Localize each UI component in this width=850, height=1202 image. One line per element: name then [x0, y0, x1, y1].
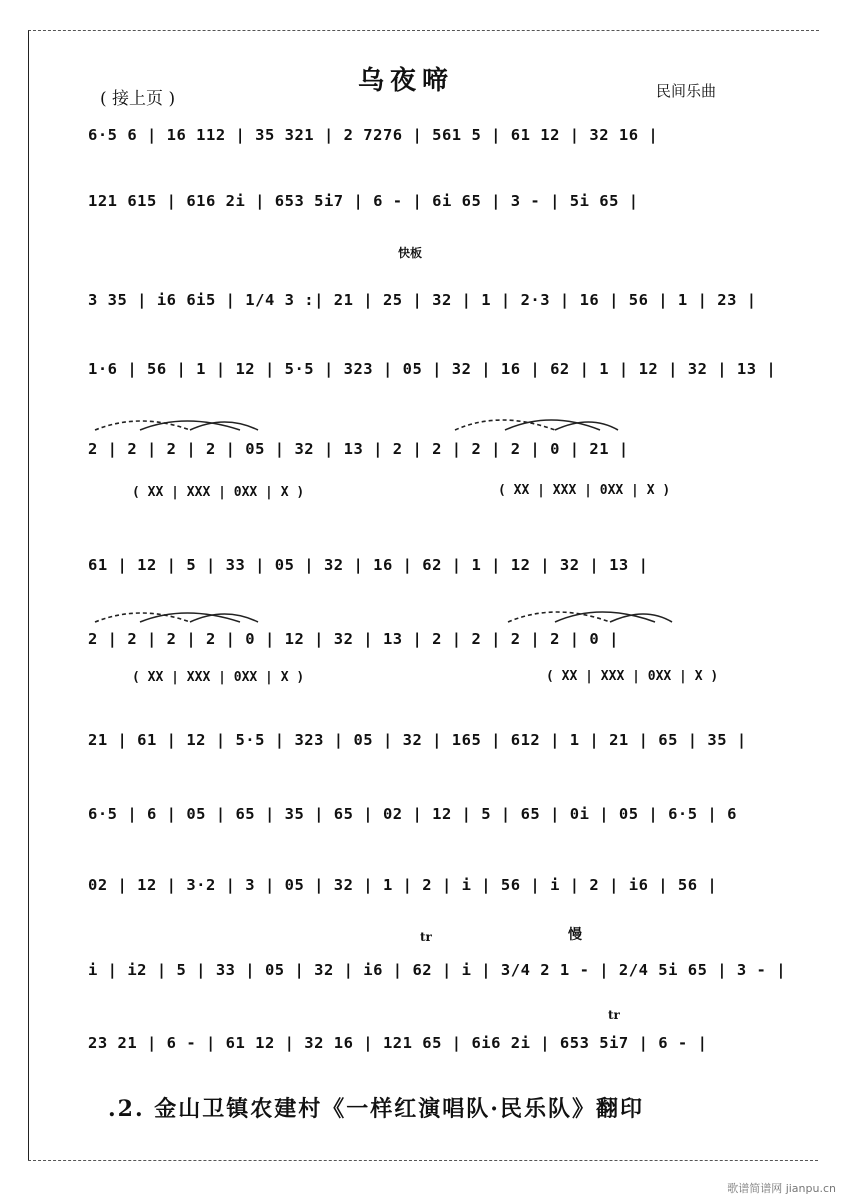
notation-line-11: i | i2 | 5 | 33 | 05 | 32 | i6 | 62 | i | 3/4 2 1 - | 2/4 5i 65 | 3 - | — [88, 961, 787, 979]
continuation-note: ( 接上页 ) — [100, 89, 176, 109]
notation-line-1: 6·5 6 | 16 112 | 35 321 | 2 7276 | 561 5 | 61 12 | 32 16 | — [88, 126, 659, 144]
notation-line-6: 61 | 12 | 5 | 33 | 05 | 32 | 16 | 62 | 1 | 12 | 32 | 13 | — [88, 556, 649, 574]
bottom-rule — [28, 1160, 818, 1161]
percussion-line-2-right: ( XX | XXX | 0XX | X ) — [546, 669, 719, 684]
notation-line-12: 23 21 | 6 - | 61 12 | 32 16 | 121 65 | 6i6 2i | 653 5i7 | 6 - | — [88, 1034, 708, 1052]
notation-line-5: 2 | 2 | 2 | 2 | 05 | 32 | 13 | 2 | 2 | 2 | 2 | 0 | 21 | — [88, 440, 629, 458]
genre-label: 民间乐曲 — [656, 82, 717, 100]
publisher-footer: .2. 金山卫镇农建村《一样红演唱队·民乐队》翻印 — [108, 1096, 644, 1122]
notation-line-8: 21 | 61 | 12 | 5·5 | 323 | 05 | 32 | 165 | 612 | 1 | 21 | 65 | 35 | — [88, 731, 747, 749]
notation-line-7: 2 | 2 | 2 | 2 | 0 | 12 | 32 | 13 | 2 | 2 | 2 | 2 | 0 | — [88, 630, 619, 648]
notation-line-10: 02 | 12 | 3·2 | 3 | 05 | 32 | 1 | 2 | i | 56 | i | 2 | i6 | 56 | — [88, 876, 718, 894]
tempo-mark-fast: 快板 — [398, 246, 423, 260]
trill-mark-1: tr — [420, 930, 432, 944]
trill-mark-2: tr — [608, 1008, 620, 1022]
percussion-line-2-left: ( XX | XXX | 0XX | X ) — [132, 670, 305, 685]
notation-line-9: 6·5 | 6 | 05 | 65 | 35 | 65 | 02 | 12 | 5 | 65 | 0i | 05 | 6·5 | 6 — [88, 805, 737, 823]
percussion-line-1-left: ( XX | XXX | 0XX | X ) — [132, 485, 305, 500]
score-title: 乌夜啼 — [358, 66, 455, 96]
watermark: 歌谱简谱网 jianpu.cn — [727, 1182, 836, 1195]
notation-line-3: 3 35 | i6 6i5 | 1/4 3 :| 21 | 25 | 32 | 1 | 2·3 | 16 | 56 | 1 | 23 | — [88, 291, 757, 309]
percussion-line-1-right: ( XX | XXX | 0XX | X ) — [498, 483, 671, 498]
tempo-mark-slow: 慢 — [568, 927, 582, 943]
notation-line-2: 121 615 | 616 2i | 653 5i7 | 6 - | 6i 65 | 3 - | 5i 65 | — [88, 192, 639, 210]
notation-line-4: 1·6 | 56 | 1 | 12 | 5·5 | 323 | 05 | 32 | 16 | 62 | 1 | 12 | 32 | 13 | — [88, 360, 777, 378]
